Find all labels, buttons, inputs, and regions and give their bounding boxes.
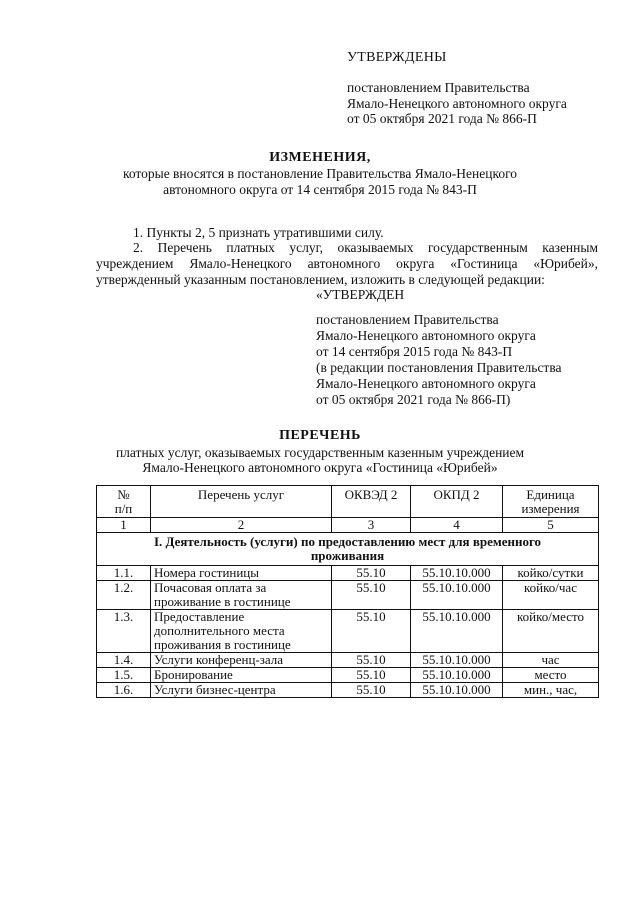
changes-subtitle-2: автономного округа от 14 сентября 2015 года № 843-П (163, 182, 477, 197)
section-heading-line-1: I. Деятельность (услуги) по предоставлению мест для временного (153, 534, 542, 549)
header-num-line-2: п/п (114, 501, 133, 516)
colnum-1: 1 (97, 518, 151, 533)
row-name-line: проживания в гостинице (154, 637, 291, 652)
services-table (96, 485, 599, 698)
row-okved: 55.10 (332, 653, 411, 668)
row-name (151, 653, 332, 668)
header-num-line-1: № (117, 487, 130, 502)
row-name (151, 566, 332, 581)
list-title: ПЕРЕЧЕНЬ (279, 428, 361, 443)
colnum-3: 3 (332, 518, 411, 533)
header-okpd: ОКПД 2 (411, 486, 503, 518)
row-name-line: Бронирование (154, 667, 233, 682)
row-unit: мин., час, (503, 683, 599, 698)
row-unit: час (503, 653, 599, 668)
row-okved: 55.10 (332, 610, 411, 653)
row-okpd: 55.10.10.000 (411, 683, 503, 698)
approved2-line-5: Ямало-Ненецкого автономного округа (316, 376, 536, 391)
section-heading (97, 533, 599, 566)
header-okved: ОКВЭД 2 (332, 486, 411, 518)
approval-title: УТВЕРЖДЕНЫ (347, 50, 447, 65)
list-subtitle-1: платных услуг, оказываемых государственным казенным учреждением (115, 445, 525, 460)
row-name-line: Услуги бизнес-центра (154, 682, 276, 697)
row-name-line: Предоставление (154, 609, 245, 624)
approved2-line-1: постановлением Правительства (316, 312, 499, 327)
approved2-line-6: от 05 октября 2021 года № 866-П) (316, 392, 511, 407)
header-unit-line-1: Единица (526, 487, 575, 502)
approval-line-2: Ямало-Ненецкого автономного округа (347, 96, 567, 111)
row-okpd: 55.10.10.000 (411, 653, 503, 668)
row-okved: 55.10 (332, 683, 411, 698)
row-unit: койко/место (503, 610, 599, 653)
point-2-line-3: утвержденный указанным постановлением, изложить в следующей редакции: (96, 272, 545, 287)
colnum-2: 2 (151, 518, 332, 533)
row-okpd: 55.10.10.000 (411, 566, 503, 581)
point-2-line-2: учреждением Ямало-Ненецкого автономного округа «Гостиница «Юрибей», (96, 256, 598, 271)
table-row (97, 581, 599, 610)
table-colnum-row (97, 518, 599, 533)
row-num: 1.2. (97, 581, 151, 610)
row-num: 1.3. (97, 610, 151, 653)
header-name: Перечень услуг (151, 486, 332, 518)
approved2-line-2: Ямало-Ненецкого автономного округа (316, 328, 536, 343)
row-name-line: проживание в гостинице (154, 594, 291, 609)
row-name-line: Номера гостиницы (154, 565, 260, 580)
row-okved: 55.10 (332, 668, 411, 683)
changes-subtitle-1: которые вносятся в постановление Правительства Ямало-Ненецкого (122, 166, 518, 181)
approved2-line-3: от 14 сентября 2015 года № 843-П (316, 344, 513, 359)
row-name-line: Услуги конференц-зала (154, 652, 284, 667)
row-num: 1.1. (97, 566, 151, 581)
row-unit: койко/сутки (503, 566, 599, 581)
table-row (97, 683, 599, 698)
point-1: 1. Пункты 2, 5 признать утратившими силу. (133, 225, 384, 240)
row-num: 1.4. (97, 653, 151, 668)
row-unit: место (503, 668, 599, 683)
section-heading-line-2: проживания (310, 548, 385, 563)
row-okved: 55.10 (332, 566, 411, 581)
table-row (97, 566, 599, 581)
row-name (151, 581, 332, 610)
row-okpd: 55.10.10.000 (411, 581, 503, 610)
row-okpd: 55.10.10.000 (411, 668, 503, 683)
table-row (97, 668, 599, 683)
row-unit: койко/час (503, 581, 599, 610)
row-num: 1.6. (97, 683, 151, 698)
approved2-line-4: (в редакции постановления Правительства (316, 360, 562, 375)
header-unit (503, 486, 599, 518)
approval-line-1: постановлением Правительства (347, 80, 530, 95)
table-header-row (97, 486, 599, 518)
row-name-line: дополнительного места (154, 623, 285, 638)
row-name-line: Почасовая оплата за (154, 580, 267, 595)
row-okved: 55.10 (332, 581, 411, 610)
table-row (97, 610, 599, 653)
list-subtitle-2: Ямало-Ненецкого автономного округа «Гостиница «Юрибей» (142, 460, 498, 475)
row-name (151, 683, 332, 698)
table-section-row (97, 533, 599, 566)
point-2-line-1: 2. Перечень платных услуг, оказываемых государственным казенным (133, 240, 598, 255)
approval-line-3: от 05 октября 2021 года № 866-П (347, 111, 537, 126)
table-row (97, 653, 599, 668)
row-okpd: 55.10.10.000 (411, 610, 503, 653)
header-num (97, 486, 151, 518)
point-2 (96, 240, 598, 288)
row-num: 1.5. (97, 668, 151, 683)
colnum-4: 4 (411, 518, 503, 533)
changes-title: ИЗМЕНЕНИЯ, (269, 150, 371, 165)
row-name (151, 610, 332, 653)
approved2-title: «УТВЕРЖДЕН (316, 287, 405, 302)
row-name (151, 668, 332, 683)
colnum-5: 5 (503, 518, 599, 533)
header-unit-line-2: измерения (521, 501, 580, 516)
